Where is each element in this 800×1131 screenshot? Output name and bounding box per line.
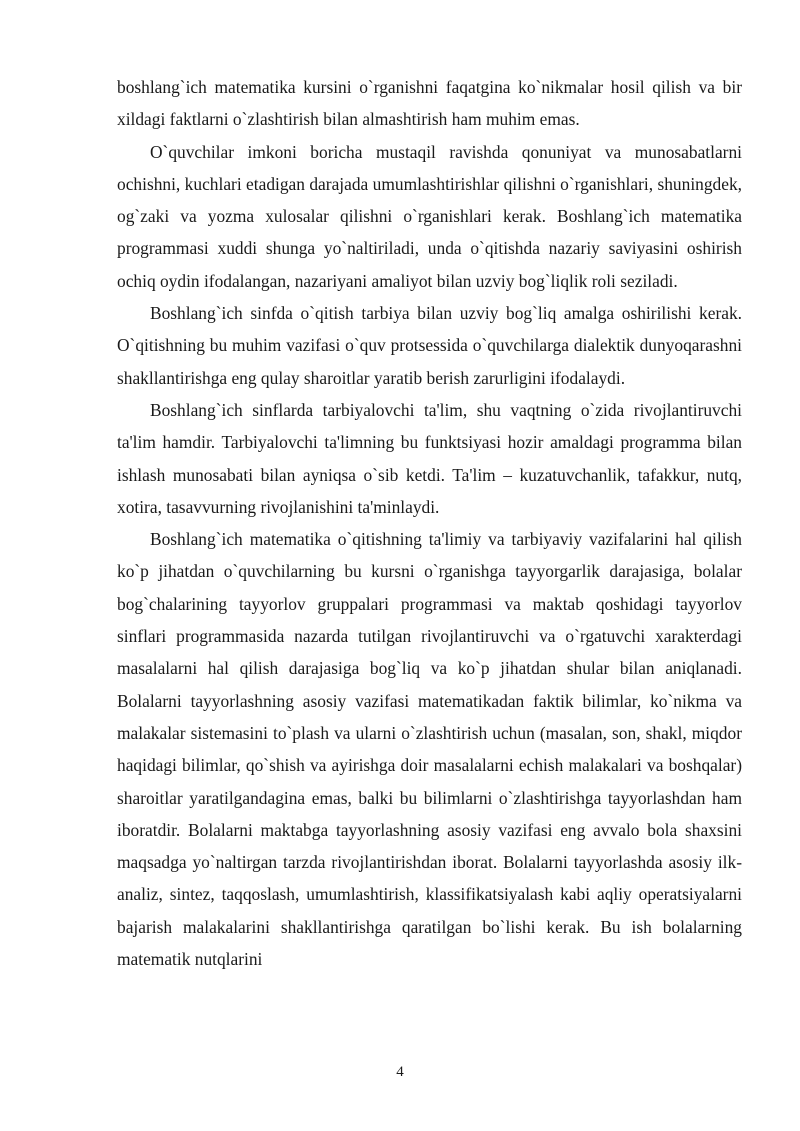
paragraph-independent-discovery: O`quvchilar imkoni boricha mustaqil ravishda qonuniyat va munosabatlarni ochishni, kuchlari etadigan darajada umumlashtirishlar qilishni o`rganishlari, shuningdek, og`zaki va yozma xulosalar qilishni o`rganishlari kerak. Boshlang`ich matematika programmasi xuddi shunga yo`naltiriladi, unda o`qitishda nazariy saviyasini oshirish ochiq oydin ifodalangan, nazariyani amaliyot bilan uzviy bog`liqlik roli seziladi.	[117, 141, 742, 291]
page-number: 4	[396, 1064, 404, 1080]
paragraph-developmental-education: Boshlang`ich sinflarda tarbiyalovchi ta'lim, shu vaqtning o`zida rivojlantiruvchi ta'lim hamdir. Tarbiyalovchi ta'limning bu funktsiyasi hozir amaldagi programma bilan ishlash munosabati bilan ayniqsa o`sib ketdi. Ta'lim – kuzatuvchanlik, tafakkur, nutq, xotira, tasavvurning rivojlanishini ta'minlaydi.	[117, 399, 742, 517]
paragraph-continuation: boshlang`ich matematika kursini o`rganishni faqatgina ko`nikmalar hosil qilish va bir xildagi faktlarni o`zlashtirish bilan almashtirish ham muhim emas.	[117, 77, 742, 130]
paragraph-preparation-tasks: Boshlang`ich matematika o`qitishning ta'limiy va tarbiyaviy vazifalarini hal qilish ko`p jihatdan o`quvchilarning bu kursni o`rganishga tayyorgarlik darajasiga, bolalar bog`chalarining tayyorlov gruppalari programmasi va maktab qoshidagi tayyorlov sinflari programmasida nazarda tutilgan rivojlantiruvchi va o`rgatuvchi xarakterdagi masalalarni hal qilish darajasiga bog`liq va ko`p jihatdan shular bilan aniqlanadi. Bolalarni tayyorlashning asosiy vazifasi matematikadan faktik bilimlar, ko`nikma va malakalar sistemasini to`plash va ularni o`zlashtirish uchun (masalan, son, shakl, miqdor haqidagi bilimlar, qo`shish va ayirishga doir masalalarni echish malakalari va boshqalar) sharoitlar yaratilgandagina emas, balki bu bilimlarni o`zlashtirishga tayyorlashdan ham iboratdir. Bolalarni maktabga tayyorlashning asosiy vazifasi eng avvalo bola shaxsini maqsadga yo`naltirgan tarzda rivojlantirishdan iborat. Bolalarni tayyorlashda asosiy ilk-analiz, sintez, taqqoslash, umumlashtirish, klassifikatsiyalash kabi aqliy operatsiyalarni bajarish malakalarini shakllantirishga qaratilgan bo`lishi kerak. Bu ish bolalarning matematik nutqlarini	[117, 529, 742, 970]
document-body	[117, 71, 742, 975]
paragraph-teaching-and-upbringing: Boshlang`ich sinfda o`qitish tarbiya bilan uzviy bog`liq amalga oshirilishi kerak. O`qitishning bu muhim vazifasi o`quv protsessida o`quvchilarga dialektik dunyoqarashni shakllantirishga eng qulay sharoitlar yaratib berish zarurligini ifodalaydi.	[117, 303, 742, 388]
